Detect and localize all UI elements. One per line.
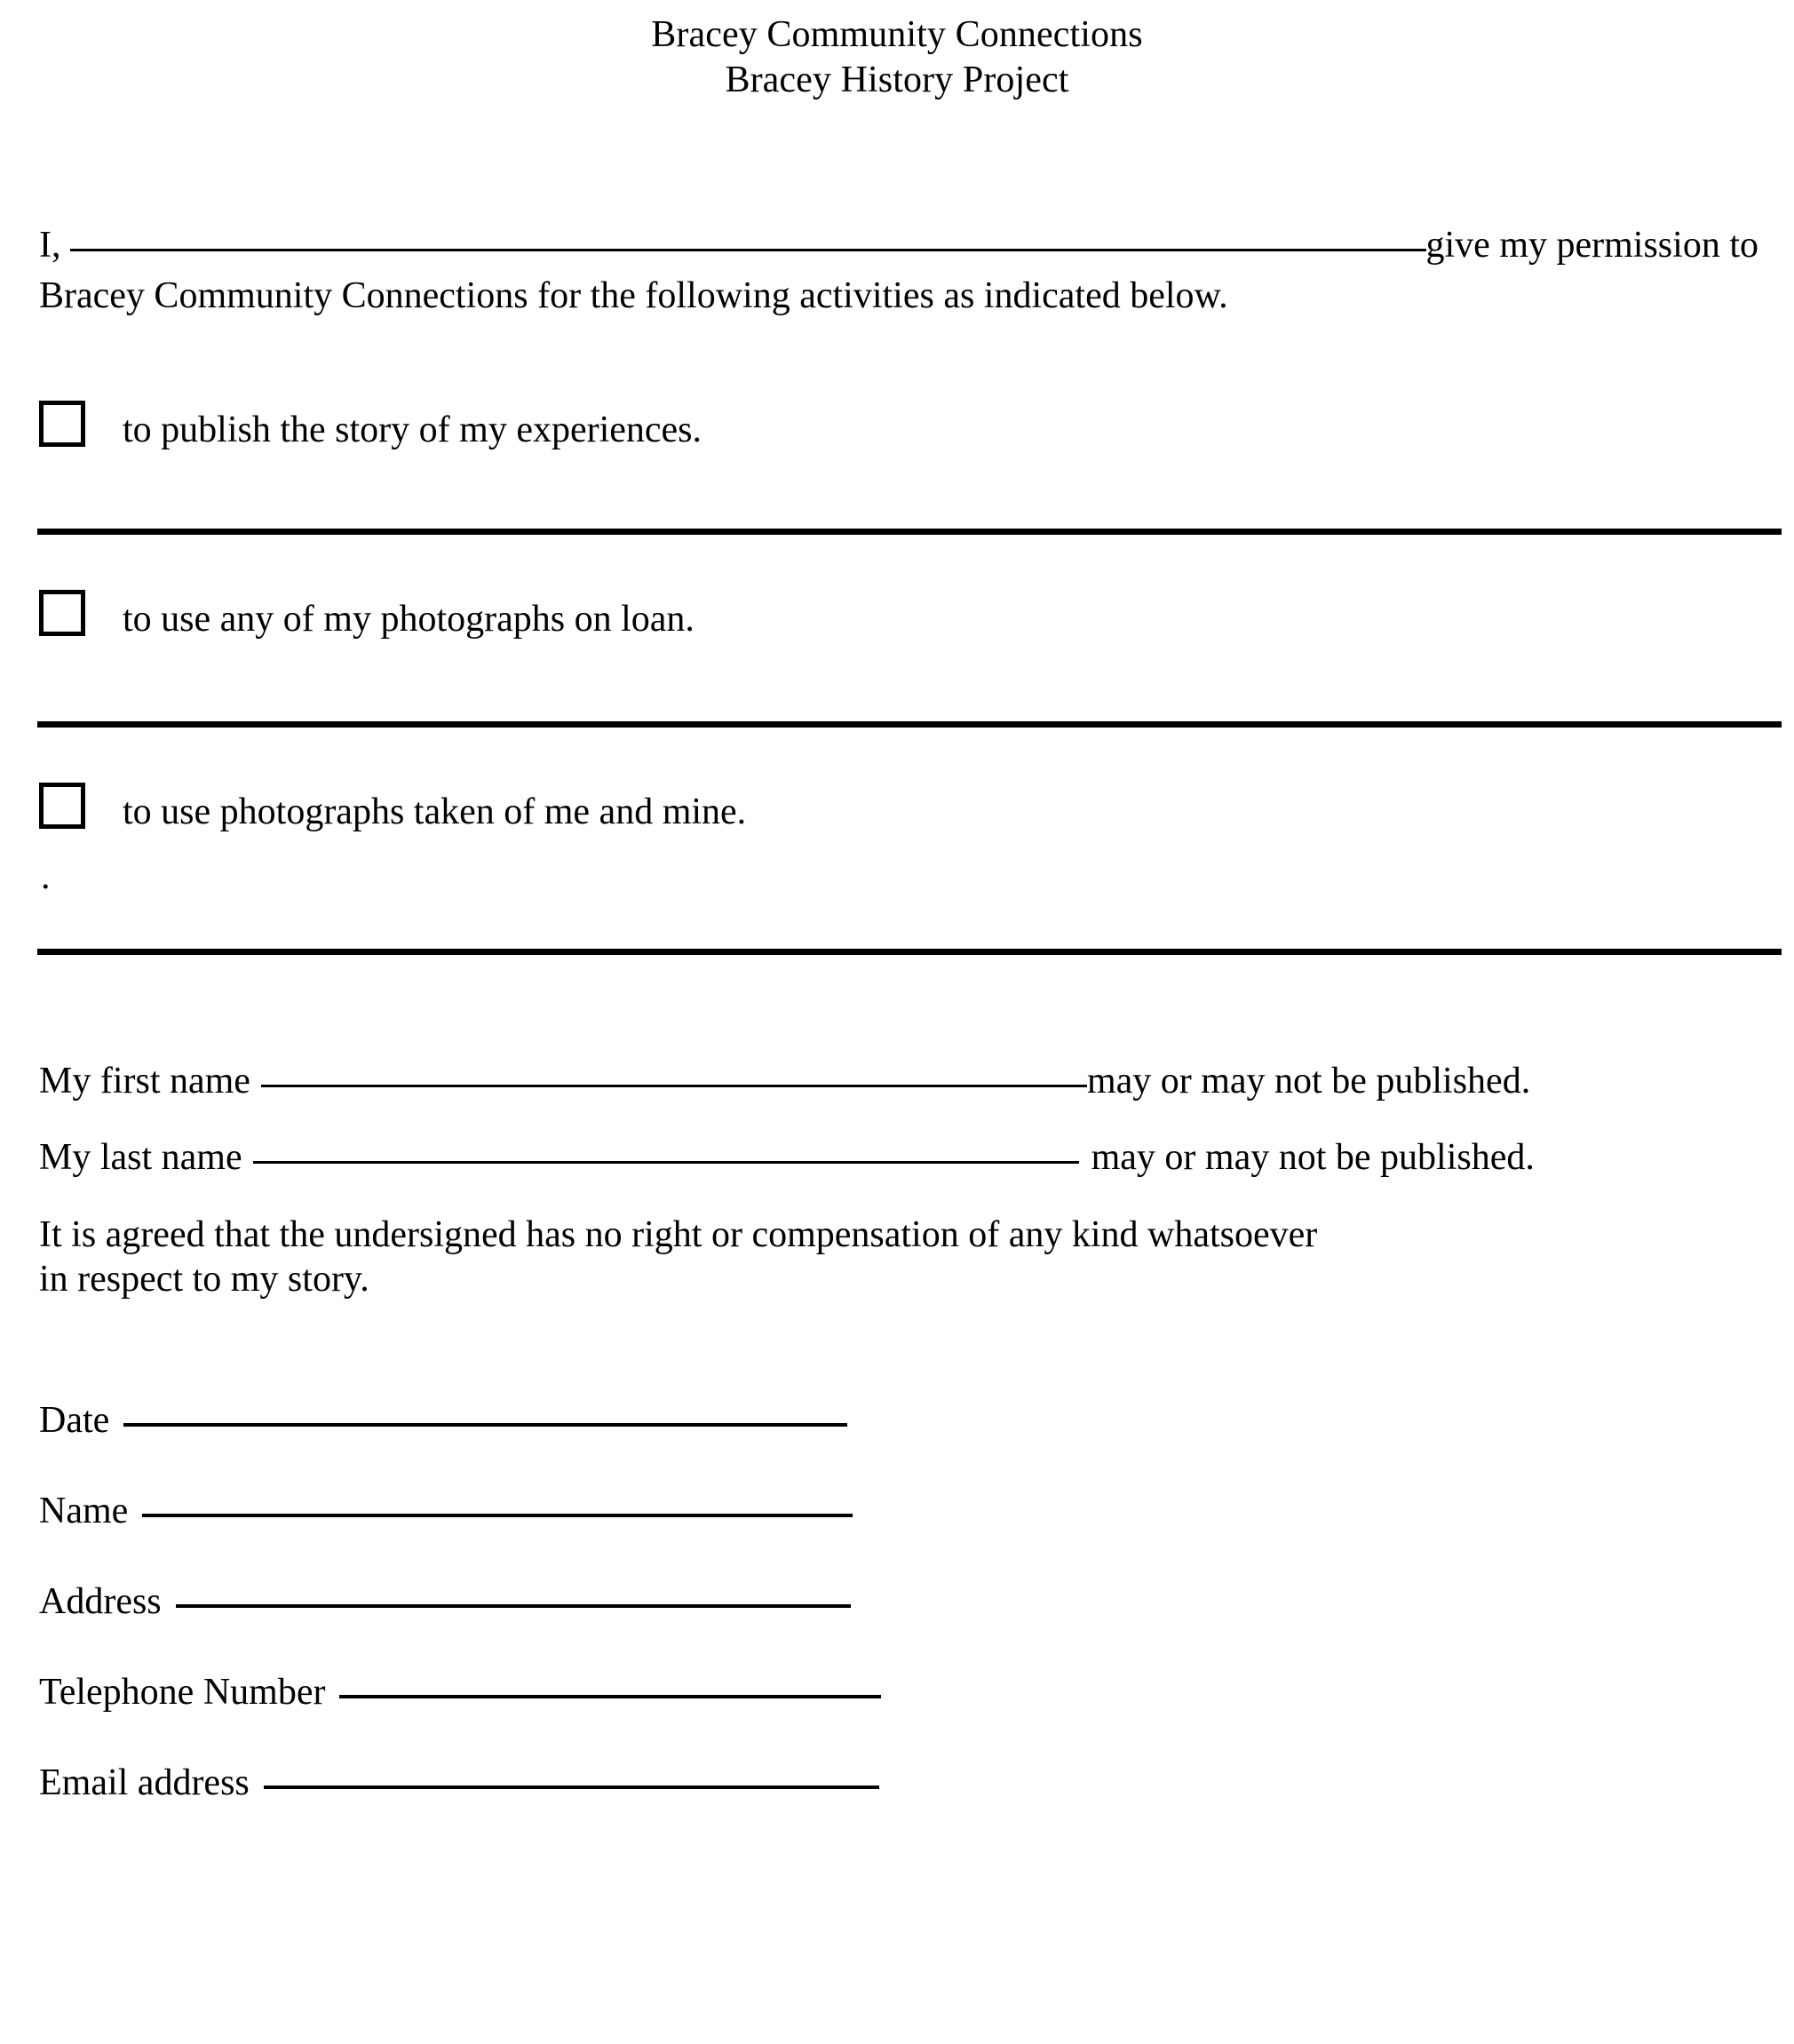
permission-line-one — [39, 224, 1758, 266]
checkbox-icon[interactable] — [39, 401, 85, 447]
last-name-blank[interactable] — [253, 1161, 1079, 1164]
section-divider-one — [37, 529, 1782, 535]
first-name-label: My first name — [39, 1060, 250, 1102]
field-row-address — [39, 1580, 1758, 1623]
section-divider-three — [37, 949, 1782, 955]
contact-fields-block — [39, 1399, 1758, 1804]
consent-item-label: to publish the story of my experiences. — [123, 410, 703, 451]
document-body-four — [0, 1060, 1794, 1805]
document-body — [0, 224, 1794, 450]
consent-item-label: to use photographs taken of me and mine. — [123, 791, 747, 833]
document-body-three — [0, 777, 1794, 895]
permission-line-two: Bracey Community Connections for the following activities as indicated below. — [39, 275, 1228, 317]
organization-title: Bracey Community Connections — [651, 14, 1143, 55]
date-input-blank[interactable] — [123, 1423, 847, 1427]
address-input-blank[interactable] — [176, 1604, 851, 1608]
agreement-line-two: in respect to my story. — [39, 1258, 369, 1300]
telephone-label: Telephone Number — [39, 1672, 326, 1714]
field-row-telephone — [39, 1671, 1758, 1714]
address-label: Address — [39, 1581, 162, 1623]
checkbox-icon[interactable] — [39, 590, 85, 636]
checkbox-icon[interactable] — [39, 783, 85, 829]
first-name-publish-row — [39, 1060, 1758, 1102]
last-name-publish-row — [39, 1136, 1758, 1179]
section-divider-two — [37, 721, 1782, 728]
project-title: Bracey History Project — [725, 60, 1069, 101]
name-input-blank[interactable] — [142, 1514, 853, 1517]
field-row-email — [39, 1762, 1758, 1804]
last-name-publish-note: may or may not be published. — [1091, 1136, 1535, 1178]
agreement-line-one: It is agreed that the undersigned has no right or compensation of any kind whatsoever — [39, 1213, 1318, 1255]
date-label: Date — [39, 1400, 110, 1442]
permission-statement — [39, 224, 1758, 319]
name-publication-block — [39, 1060, 1758, 1179]
agreement-paragraph — [39, 1213, 1758, 1302]
first-name-blank[interactable] — [261, 1085, 1087, 1087]
email-input-blank[interactable] — [264, 1786, 879, 1789]
stray-punctuation-mark: . — [41, 855, 51, 897]
consent-item-publish-story[interactable] — [39, 395, 1758, 450]
document-body-two — [0, 585, 1794, 640]
email-label: Email address — [39, 1762, 250, 1804]
last-name-label: My last name — [39, 1136, 242, 1178]
field-row-date — [39, 1399, 1758, 1442]
permission-tail-text: give my permission to — [1425, 225, 1758, 266]
document-header — [0, 0, 1794, 103]
field-row-name — [39, 1490, 1758, 1532]
name-label: Name — [39, 1491, 129, 1532]
signer-name-blank[interactable] — [70, 249, 1426, 251]
consent-item-photographs-on-loan[interactable] — [39, 585, 1758, 640]
permission-lead-text: I, — [39, 225, 61, 266]
consent-item-photographs-of-me[interactable] — [39, 777, 1758, 832]
telephone-input-blank[interactable] — [339, 1695, 881, 1698]
first-name-publish-note: may or may not be published. — [1086, 1060, 1531, 1102]
consent-item-label: to use any of my photographs on loan. — [123, 599, 695, 640]
